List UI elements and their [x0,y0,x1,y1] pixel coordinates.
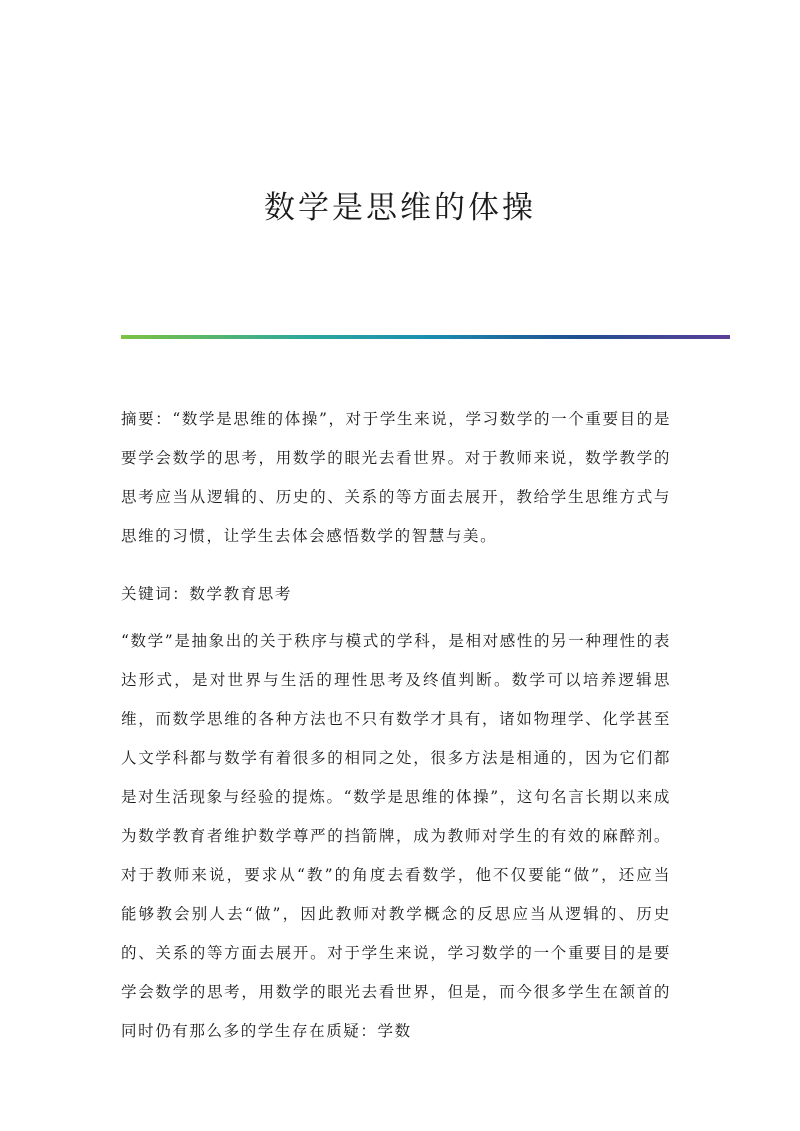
abstract-paragraph: 摘要：“数学是思维的体操”，对于学生来说，学习数学的一个重要目的是要学会数学的思考，用数学的眼光去看世界。对于教师来说，数学教学的思考应当从逻辑的、历史的、关系的等方面去展开，教给学生思维方式与思维的习惯，让学生去体会感悟数学的智慧与美。 [121,410,671,545]
keywords-line: 关键词：数学教育思考 [121,585,293,603]
document-title: 数学是思维的体操 [264,190,536,226]
title-divider [121,335,730,339]
body-paragraph: “数学”是抽象出的关于秩序与模式的学科，是相对感性的另一种理性的表达形式，是对世界与生活的理性思考及终值判断。数学可以培养逻辑思维，而数学思维的各种方法也不只有数学才具有，诸如物理学、化学甚至人文学科都与数学有着很多的相同之处，很多方法是相通的，因为它们都是对生活现象与经验的提炼。“数学是思维的体操”，这句名言长期以来成为数学教育者维护数学尊严的挡箭牌，成为教师对学生的有效的麻醉剂。对于教师来说，要求从“教”的角度去看数学，他不仅要能“做”，还应当能够教会别人去“做”，因此教师对教学概念的反思应当从逻辑的、历史的、关系的等方面去展开。对于学生来说，学习数学的一个重要目的是要学会数学的思考，用数学的眼光去看世界，但是，而今很多学生在颔首的同时仍有那么多的学生存在质疑：学数 [121,632,671,1040]
